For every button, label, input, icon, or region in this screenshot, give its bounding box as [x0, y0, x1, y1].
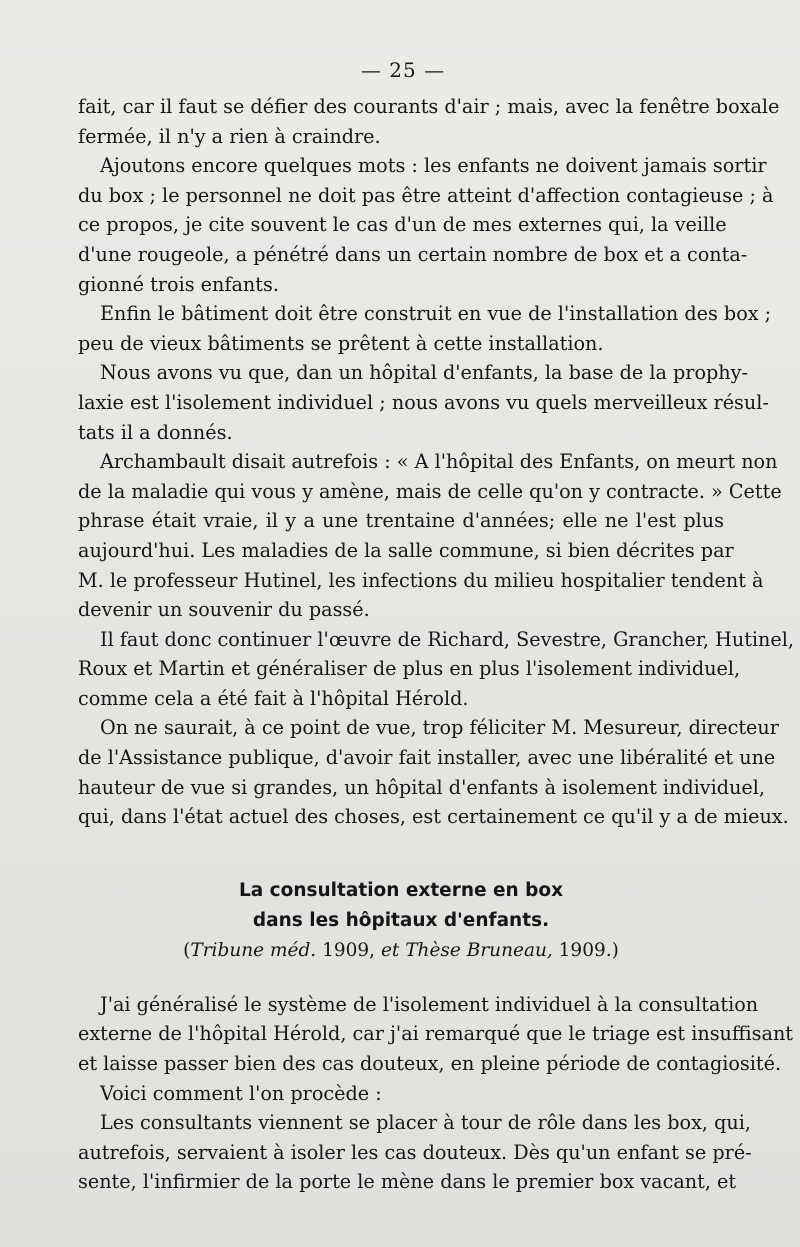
paragraph [78, 1079, 724, 1109]
text-line: Archambault disait autrefois : « A l'hôpital des Enfants, on meurt non [100, 450, 778, 474]
text-line: de l'Assistance publique, d'avoir fait installer, avec une libéralité et une [78, 746, 776, 770]
section-title-line-1: La consultation externe en box [238, 879, 564, 901]
citation-year-2: 1909.) [552, 939, 619, 961]
section-citation [78, 936, 724, 966]
paragraph [78, 1108, 752, 1197]
citation-open: ( [183, 939, 191, 961]
paragraph [78, 625, 795, 714]
text-line: gionné trois enfants. [78, 272, 279, 296]
paragraph [78, 990, 794, 1079]
text-line: aujourd'hui. Les maladies de la salle commune, si bien décrites par [78, 538, 734, 562]
text-line: d'une rougeole, a pénétré dans un certain nombre de box et a conta- [78, 242, 748, 266]
paragraph [78, 151, 774, 299]
page-number: — 25 — [360, 58, 446, 82]
text-line: Nous avons vu que, dan un hôpital d'enfants, la base de la prophy- [100, 361, 748, 385]
citation-thesis: et Thèse Bruneau, [380, 939, 553, 961]
section-title-line-2: dans les hôpitaux d'enfants. [252, 909, 550, 931]
text-line: Il faut donc continuer l'œuvre de Richard, Sevestre, Grancher, Hutinel, [100, 627, 795, 651]
text-line: du box ; le personnel ne doit pas être atteint d'affection contagieuse ; à [78, 183, 774, 207]
paragraph [78, 358, 769, 447]
text-line: devenir un souvenir du passé. [78, 598, 370, 622]
text-line: de la maladie qui vous y amène, mais de celle qu'on y contracte. » Cette [78, 479, 782, 503]
paragraph [78, 299, 772, 358]
citation-journal: Tribune méd. [190, 939, 317, 961]
text-line: J'ai généralisé le système de l'isolement individuel à la consultation [100, 992, 759, 1016]
text-line: Roux et Martin et généraliser de plus en plus l'isolement individuel, [78, 657, 741, 681]
paragraph [78, 92, 780, 151]
text-line: M. le professeur Hutinel, les infections du milieu hospitalier tendent à [78, 568, 764, 592]
text-line: hauteur de vue si grandes, un hôpital d'enfants à isolement individuel, [78, 775, 766, 799]
text-line: On ne saurait, à ce point de vue, trop féliciter M. Mesureur, directeur [100, 716, 779, 740]
text-line: autrefois, servaient à isoler les cas douteux. Dès qu'un enfant se pré- [78, 1140, 752, 1164]
paragraph [78, 447, 782, 625]
citation-year-1: 1909, [316, 939, 381, 961]
text-line: fait, car il faut se défier des courants d'air ; mais, avec la fenêtre boxale [78, 95, 780, 118]
text-line: sente, l'infirmier de la porte le mène dans le premier box vacant, et [78, 1170, 737, 1194]
section-header [78, 876, 724, 966]
text-line: Ajoutons encore quelques mots : les enfants ne doivent jamais sortir [100, 154, 767, 178]
text-line: tats il a donnés. [78, 420, 233, 444]
text-line: et laisse passer bien des cas douteux, en pleine période de contagiosité. [78, 1052, 782, 1076]
body-text-top [78, 92, 795, 832]
body-text-bottom [78, 990, 794, 1197]
text-line: Les consultants viennent se placer à tour de rôle dans les box, qui, [100, 1111, 751, 1135]
text-line: externe de l'hôpital Hérold, car j'ai remarqué que le triage est insuffisant [78, 1022, 794, 1046]
text-line: comme cela a été fait à l'hôpital Hérold. [78, 686, 469, 710]
text-line: Enfin le bâtiment doit être construit en vue de l'installation des box ; [100, 302, 772, 326]
paragraph [78, 713, 789, 831]
text-line: ce propos, je cite souvent le cas d'un de mes externes qui, la veille [78, 213, 727, 237]
text-line: phrase était vraie, il y a une trentaine d'années; elle ne l'est plus [78, 509, 724, 533]
text-line: laxie est l'isolement individuel ; nous avons vu quels merveilleux résul- [78, 390, 769, 414]
text-line: qui, dans l'état actuel des choses, est certainement ce qu'il y a de mieux. [78, 805, 789, 829]
text-line: peu de vieux bâtiments se prêtent à cette installation. [78, 331, 604, 355]
text-line: Voici comment l'on procède : [100, 1081, 382, 1105]
text-line: fermée, il n'y a rien à craindre. [78, 124, 381, 148]
